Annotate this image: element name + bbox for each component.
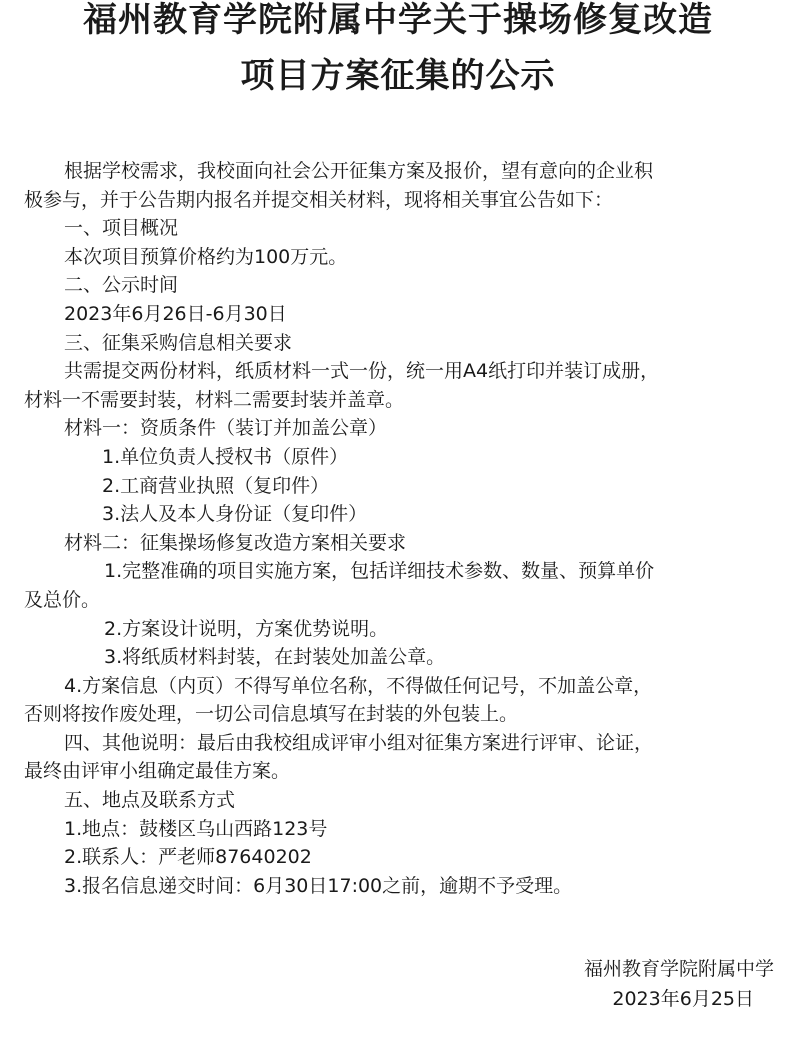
material-2-item-1-line-2: 及总价。	[24, 588, 101, 611]
section-3-text-line-2: 材料一不需要封装，材料二需要封装并盖章。	[24, 388, 405, 411]
contact-item: 1.地点：鼓楼区乌山西路123号	[64, 817, 328, 840]
material-2-heading: 材料二：征集操场修复改造方案相关要求	[64, 531, 407, 554]
section-1-text: 本次项目预算价格约为100万元。	[64, 245, 348, 268]
material-2-item-3: 3.将纸质材料封装，在封装处加盖公章。	[104, 646, 446, 669]
item-4-line-1: 4.方案信息（内页）不得写单位名称，不得做任何记号，不加盖公章，	[64, 674, 653, 697]
section-3-heading: 三、征集采购信息相关要求	[64, 331, 293, 354]
intro-paragraph-line-1: 根据学校需求，我校面向社会公开征集方案及报价，望有意向的企业积	[64, 160, 654, 182]
contact-item: 3.报名信息递交时间：6月30日17:00之前，逾期不予受理。	[64, 874, 573, 897]
section-1-heading: 一、项目概况	[64, 217, 179, 240]
signature-block	[584, 954, 774, 1014]
item-4-line-2: 否则将按作废处理，一切公司信息填写在封装的外包装上。	[24, 703, 519, 726]
material-1-heading: 材料一：资质条件（装订并加盖公章）	[64, 417, 388, 440]
material-1-item: 3.法人及本人身份证（复印件）	[102, 503, 368, 526]
material-2-item-2: 2.方案设计说明，方案优势说明。	[104, 617, 389, 640]
contact-item: 2.联系人：严老师87640202	[64, 846, 312, 869]
intro-paragraph-line-2: 极参与，并于公告期内报名并提交相关材料，现将相关事宜公告如下：	[24, 188, 614, 211]
material-2-item-1-line-1: 1.完整准确的项目实施方案，包括详细技术参数、数量、预算单价	[104, 560, 655, 583]
section-4-line-2: 最终由评审小组确定最佳方案。	[24, 760, 291, 783]
material-1-item: 2.工商营业执照（复印件）	[102, 474, 330, 497]
section-5-heading: 五、地点及联系方式	[64, 789, 236, 812]
document-title-line-2: 项目方案征集的公示	[240, 56, 556, 96]
material-1-item: 1.单位负责人授权书（原件）	[102, 445, 349, 468]
section-4-line-1: 四、其他说明：最后由我校组成评审小组对征集方案进行评审、论证，	[64, 731, 654, 754]
signature-date: 2023年6月25日	[612, 988, 754, 1010]
section-2-text: 2023年6月26日-6月30日	[64, 302, 287, 325]
section-3-text-line-1: 共需提交两份材料，纸质材料一式一份，统一用A4纸打印并装订成册，	[64, 360, 660, 383]
document-title-line-1: 福州教育学院附属中学关于操场修复改造	[83, 0, 713, 40]
signature-organization: 福州教育学院附属中学	[583, 958, 774, 980]
section-2-heading: 二、公示时间	[64, 274, 179, 297]
notice-body	[24, 157, 776, 900]
